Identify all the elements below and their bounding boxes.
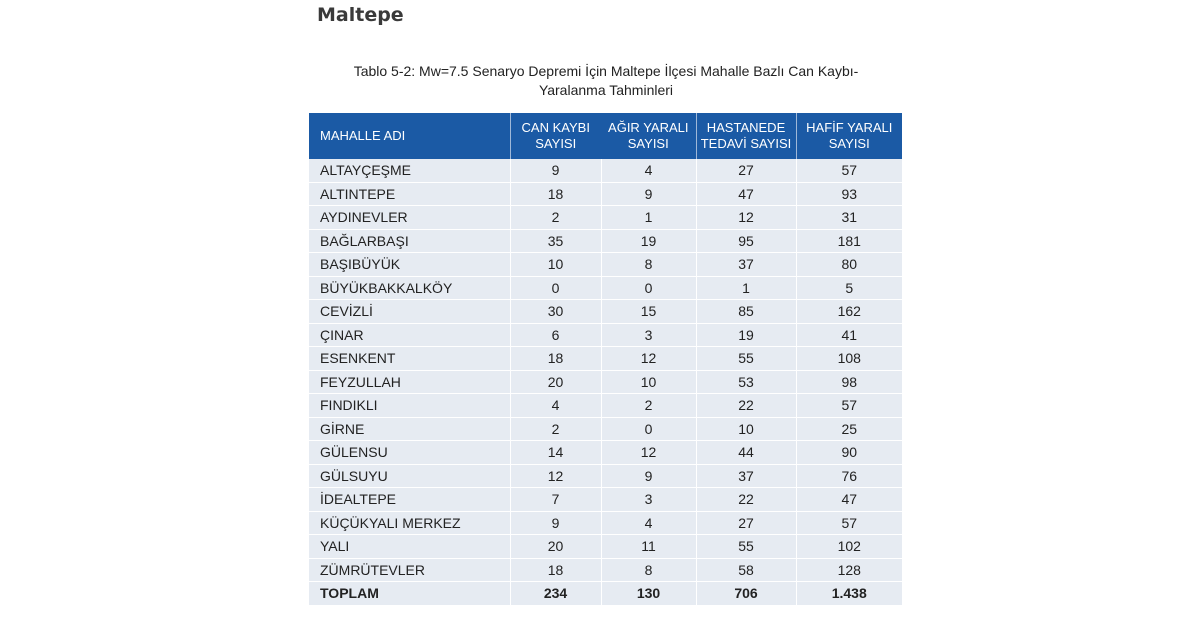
header-agir-yarali [601,113,696,159]
cell-agir-yarali: 3 [601,488,696,512]
header-hafif-yarali [796,113,902,159]
cell-can-kaybi: 18 [510,347,601,371]
cell-can-kaybi: 9 [510,511,601,535]
cell-mahalle: GÜLENSU [309,441,510,465]
cell-mahalle: AYDINEVLER [309,206,510,230]
cell-mahalle: GÜLSUYU [309,464,510,488]
cell-hastanede-tedavi: 706 [696,582,796,606]
cell-hastanede-tedavi: 55 [696,347,796,371]
cell-hastanede-tedavi: 22 [696,488,796,512]
header-label: SAYISI [828,136,870,151]
cell-agir-yarali: 10 [601,370,696,394]
cell-can-kaybi: 18 [510,558,601,582]
cell-agir-yarali: 0 [601,417,696,441]
table-row [309,464,902,488]
cell-can-kaybi: 30 [510,300,601,324]
table-caption [310,62,902,100]
cell-can-kaybi: 4 [510,394,601,418]
cell-can-kaybi: 10 [510,253,601,277]
cell-agir-yarali: 12 [601,441,696,465]
table-row [309,511,902,535]
header-can-kaybi [510,113,601,159]
table-row [309,206,902,230]
cell-hastanede-tedavi: 53 [696,370,796,394]
table-row [309,300,902,324]
table-header-row [309,113,902,159]
cell-hafif-yarali: 1.438 [796,582,902,606]
cell-mahalle: İDEALTEPE [309,488,510,512]
cell-hastanede-tedavi: 37 [696,253,796,277]
cell-agir-yarali: 11 [601,535,696,559]
table-row [309,558,902,582]
cell-agir-yarali: 0 [601,276,696,300]
cell-can-kaybi: 20 [510,370,601,394]
cell-hafif-yarali: 57 [796,159,902,182]
cell-agir-yarali: 9 [601,182,696,206]
table-row [309,394,902,418]
header-label: HASTANEDE [706,120,786,135]
cell-can-kaybi: 6 [510,323,601,347]
cell-hastanede-tedavi: 12 [696,206,796,230]
cell-hafif-yarali: 57 [796,511,902,535]
cell-hafif-yarali: 128 [796,558,902,582]
cell-can-kaybi: 7 [510,488,601,512]
table-row [309,159,902,182]
cell-hafif-yarali: 181 [796,229,902,253]
cell-hafif-yarali: 98 [796,370,902,394]
cell-agir-yarali: 4 [601,159,696,182]
cell-agir-yarali: 19 [601,229,696,253]
cell-hafif-yarali: 162 [796,300,902,324]
cell-agir-yarali: 3 [601,323,696,347]
header-label: TEDAVİ SAYISI [700,136,792,151]
cell-hastanede-tedavi: 85 [696,300,796,324]
cell-hafif-yarali: 76 [796,464,902,488]
cell-agir-yarali: 8 [601,558,696,582]
cell-agir-yarali: 130 [601,582,696,606]
table-row [309,370,902,394]
cell-agir-yarali: 4 [601,511,696,535]
cell-hastanede-tedavi: 1 [696,276,796,300]
cell-agir-yarali: 8 [601,253,696,277]
cell-hafif-yarali: 108 [796,347,902,371]
cell-mahalle: ALTINTEPE [309,182,510,206]
cell-mahalle: CEVİZLİ [309,300,510,324]
total-row [309,582,902,606]
cell-mahalle: BÜYÜKBAKKALKÖY [309,276,510,300]
cell-mahalle: FINDIKLI [309,394,510,418]
cell-hafif-yarali: 41 [796,323,902,347]
table-row [309,229,902,253]
table-row [309,253,902,277]
cell-hastanede-tedavi: 37 [696,464,796,488]
cell-hafif-yarali: 25 [796,417,902,441]
cell-hastanede-tedavi: 27 [696,159,796,182]
header-label: SAYISI [627,136,669,151]
cell-can-kaybi: 2 [510,417,601,441]
cell-hafif-yarali: 90 [796,441,902,465]
cell-mahalle: TOPLAM [309,582,510,606]
table-row [309,276,902,300]
header-label: CAN KAYBI [521,120,590,135]
cell-can-kaybi: 0 [510,276,601,300]
cell-hafif-yarali: 93 [796,182,902,206]
casualty-table [309,113,902,606]
table-row [309,417,902,441]
cell-hastanede-tedavi: 58 [696,558,796,582]
cell-hafif-yarali: 5 [796,276,902,300]
cell-hafif-yarali: 102 [796,535,902,559]
cell-mahalle: ESENKENT [309,347,510,371]
table-row [309,441,902,465]
cell-mahalle: KÜÇÜKYALI MERKEZ [309,511,510,535]
cell-can-kaybi: 14 [510,441,601,465]
cell-can-kaybi: 234 [510,582,601,606]
cell-mahalle: ZÜMRÜTEVLER [309,558,510,582]
caption-line-2: Yaralanma Tahminleri [538,82,674,98]
header-mahalle-adi [309,113,510,159]
cell-can-kaybi: 9 [510,159,601,182]
table-body [309,159,902,605]
cell-can-kaybi: 20 [510,535,601,559]
cell-hafif-yarali: 47 [796,488,902,512]
caption-line-1: Tablo 5-2: Mw=7.5 Senaryo Depremi İçin Maltepe İlçesi Mahalle Bazlı Can Kaybı- [353,63,859,79]
cell-agir-yarali: 15 [601,300,696,324]
header-label: AĞIR YARALI [608,120,689,135]
cell-can-kaybi: 2 [510,206,601,230]
cell-hastanede-tedavi: 10 [696,417,796,441]
header-label: SAYISI [535,136,577,151]
cell-agir-yarali: 9 [601,464,696,488]
cell-mahalle: ALTAYÇEŞME [309,159,510,182]
cell-mahalle: BAĞLARBAŞI [309,229,510,253]
cell-hafif-yarali: 80 [796,253,902,277]
cell-mahalle: GİRNE [309,417,510,441]
cell-hastanede-tedavi: 44 [696,441,796,465]
cell-hafif-yarali: 57 [796,394,902,418]
table-row [309,323,902,347]
cell-can-kaybi: 12 [510,464,601,488]
cell-agir-yarali: 2 [601,394,696,418]
cell-can-kaybi: 18 [510,182,601,206]
table-row [309,488,902,512]
cell-agir-yarali: 1 [601,206,696,230]
cell-hastanede-tedavi: 55 [696,535,796,559]
cell-mahalle: BAŞIBÜYÜK [309,253,510,277]
cell-hastanede-tedavi: 95 [696,229,796,253]
header-label: MAHALLE ADI [320,128,406,143]
cell-mahalle: YALI [309,535,510,559]
cell-hastanede-tedavi: 47 [696,182,796,206]
cell-can-kaybi: 35 [510,229,601,253]
cell-agir-yarali: 12 [601,347,696,371]
page-heading: Maltepe [317,4,404,26]
cell-hastanede-tedavi: 27 [696,511,796,535]
header-hastanede-tedavi [696,113,796,159]
cell-hastanede-tedavi: 22 [696,394,796,418]
table-row [309,347,902,371]
cell-mahalle: FEYZULLAH [309,370,510,394]
table-row [309,182,902,206]
cell-hafif-yarali: 31 [796,206,902,230]
cell-hastanede-tedavi: 19 [696,323,796,347]
cell-mahalle: ÇINAR [309,323,510,347]
table-row [309,535,902,559]
header-label: HAFİF YARALI [806,120,893,135]
